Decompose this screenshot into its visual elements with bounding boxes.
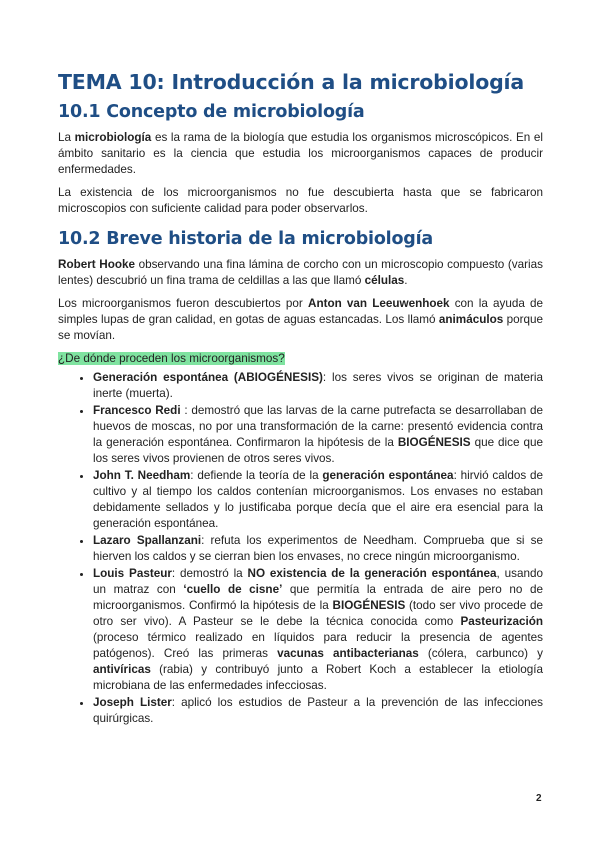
text-run: es la rama de la biología que estudia los organismos microscópicos. En el ámbito sanitario es la ciencia que estudia los microorganismos capaces de producir enfermedades. [58,131,543,176]
bold-text: vacunas antibacterianas [277,647,419,660]
bold-text: antivíricas [93,663,151,676]
text-run: que permitía la entrada de aire pero no de microorganismos. Confirmó la hipótesis de la [93,583,543,612]
paragraph-existence [58,185,543,217]
text-run: , usando un matraz con [93,567,543,596]
bold-text: John T. Needham [93,469,191,482]
history-list [58,370,543,727]
text-run: : defiende la teoría de la [190,469,323,482]
text-run: que dice que los seres vivos provienen de otros seres vivos. [93,436,543,465]
bold-text: Francesco Redi [93,404,181,417]
bold-text: células [364,274,405,287]
text-run: : hirvió caldos de cultivo y al tiempo los caldos contenían microorganismos. Los envases no estaban debidamente sellados y lo justificaba porque decía que el aire era esencial para la generación espontánea. [93,469,544,530]
text-run: . [404,274,408,287]
document-title: TEMA 10: Introducción a la microbiología [58,70,525,94]
bold-text: Lazaro Spallanzani [93,534,202,547]
bold-text: Anton van Leeuwenhoek [308,297,450,310]
bold-text: animáculos [438,313,504,326]
text-run: con la ayuda de simples lupas de gran calidad, en gotas de aguas estancadas. Los llamó [58,297,544,326]
text-run: (rabia) y contribuyó junto a Robert Koch a establecer la etiología microbiana de las enfermedades infecciosas. [93,663,543,692]
paragraph-leeuwenhoek [58,296,543,344]
text-run: Los microorganismos fueron descubiertos por [58,297,308,310]
question-highlight: ¿De dónde proceden los microorganismos? [58,352,285,365]
text-run: : aplicó los estudios de Pasteur a la prevención de las infecciones quirúrgicas. [93,696,543,725]
list-item [93,468,543,532]
bold-text: Pasteurización [460,615,543,628]
text-run: (proceso térmico realizado en líquidos para reducir la presencia de agentes patógenos). Creó las primeras [93,631,543,660]
text-run: La [58,131,75,144]
text-run: : los seres vivos se originan de materia inerte (muerta). [93,371,543,400]
text-run: : refuta los experimentos de Needham. Comprueba que si se hierven los caldos y se cierran bien los envases, no crece ningún microorganismo. [93,534,544,563]
paragraph-definition [58,130,543,178]
text-run: : demostró la [171,567,248,580]
bold-text: microbiología [74,131,152,144]
list-item [93,533,543,565]
bold-text: NO existencia de la generación espontánea [247,567,497,580]
list-item [93,566,543,694]
section-heading-concepto: 10.1 Concepto de microbiología [58,102,365,122]
bold-text: Joseph Lister [93,696,172,709]
bold-text: generación espontánea [322,469,454,482]
list-item [93,695,543,727]
bold-text: BIOGÉNESIS [332,599,406,612]
highlighted-question [58,351,543,367]
text-run: observando una fina lámina de corcho con un microscopio compuesto (varias lentes) descubrió un fina trama de celdillas a las que llamó [58,258,543,287]
bold-text: Generación espontánea (ABIOGÉNESIS) [93,371,323,384]
list-item [93,403,543,467]
text-run: : demostró que las larvas de la carne putrefacta se desarrollaban de huevos de moscas, no por una transformación de la carne: presentó evidencia contra la generación espontánea. Confirmaron la hipótesis de la [93,404,543,449]
bold-text: BIOGÉNESIS [397,436,471,449]
text-run: (todo ser vivo procede de otro ser vivo). A Pasteur se le debe la técnica conocida como [93,599,543,628]
text-run: porque se movían. [58,313,543,342]
section-heading-historia: 10.2 Breve historia de la microbiología [58,229,434,249]
bold-text: Robert Hooke [58,258,135,271]
text-run: La existencia de los microorganismos no fue descubierta hasta que se fabricaron microscopios con suficiente calidad para poder observarlos. [58,186,543,215]
text-run: (cólera, carbunco) y [418,647,544,660]
page-number: 2 [536,793,542,804]
list-item [93,370,543,402]
paragraph-hooke [58,257,543,289]
bold-text: Louis Pasteur [93,567,172,580]
document-page [58,70,543,728]
bold-text: ‘cuello de cisne’ [183,583,283,596]
